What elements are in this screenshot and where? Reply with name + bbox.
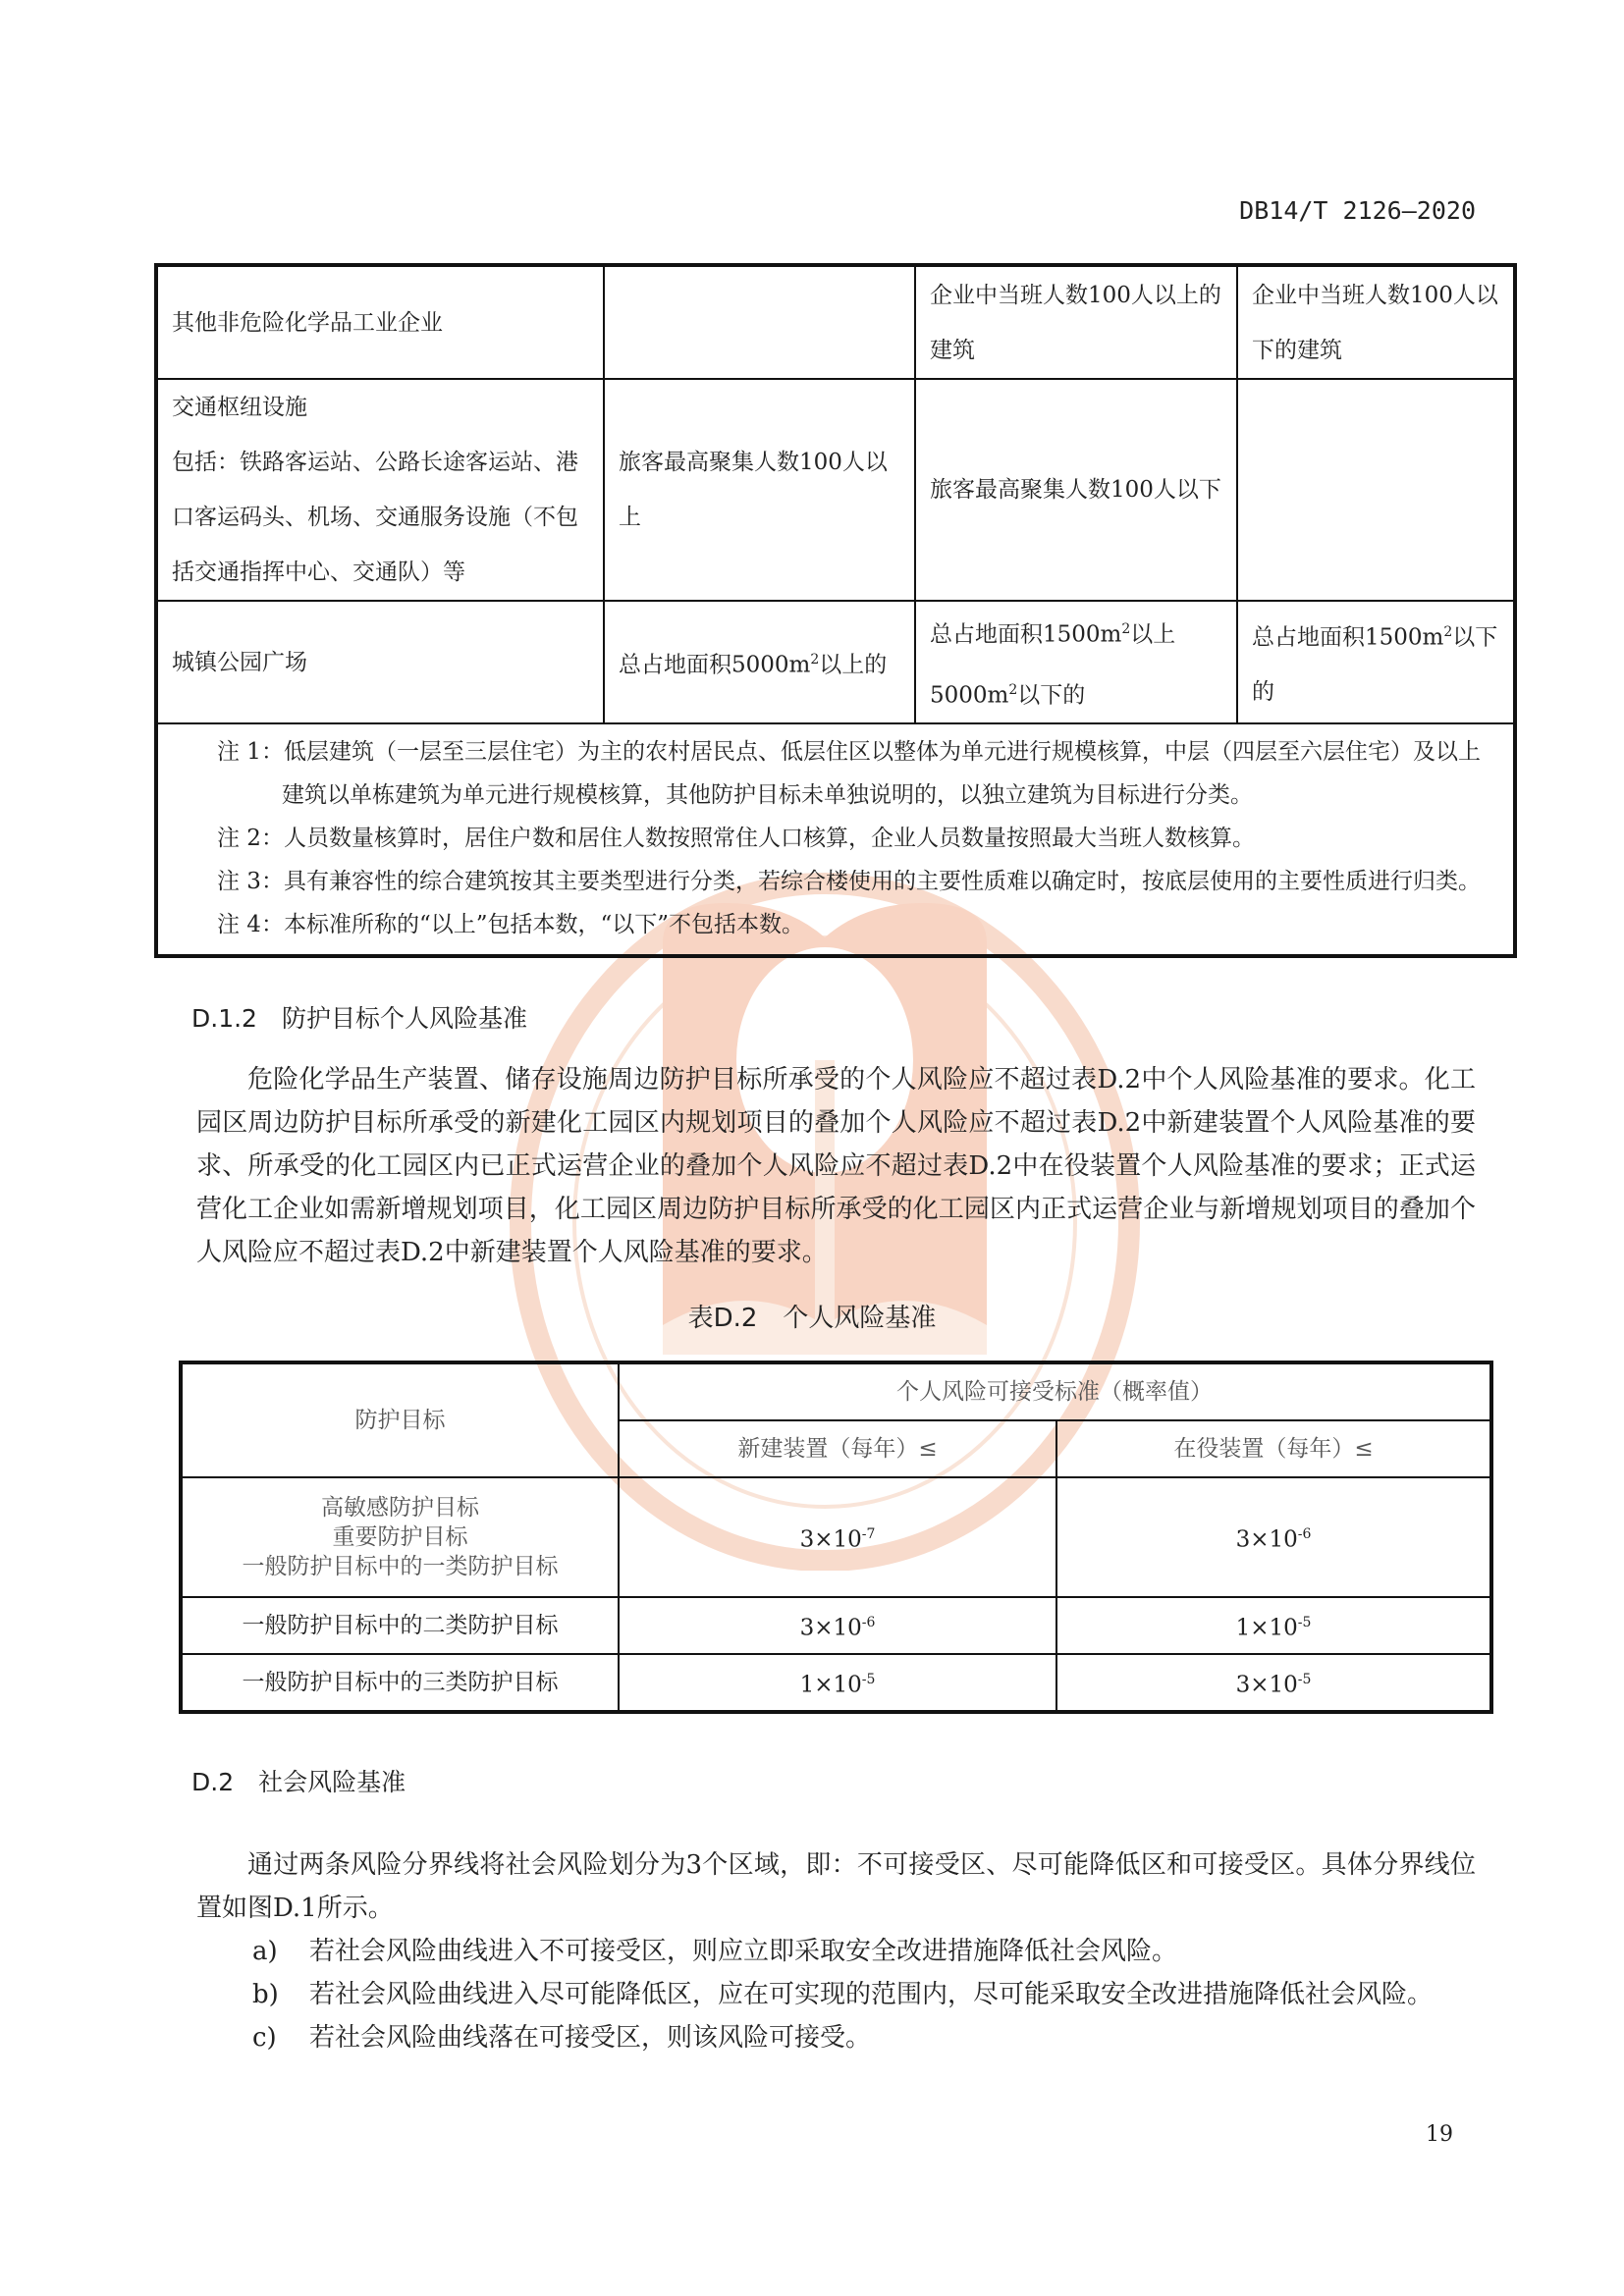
cell: 企业中当班人数100人以上的建筑 [915,265,1237,379]
note-text: 人员数量核算时，居住户数和居住人数按照常住人口核算，企业人员数量按照最大当班人数核算。 [283,826,1255,852]
table-caption: 表D.2 个人风险基准 [687,1304,937,1333]
value-cell [619,1654,1056,1712]
notes-row [156,723,1515,956]
note-label: 注 4： [217,912,284,938]
section-heading-d12: D.1.2 防护目标个人风险基准 [191,1004,527,1033]
list-text: 若社会风险曲线进入不可接受区，则应立即采取安全改进措施降低社会风险。 [309,1937,1178,1966]
target: 重要防护目标 [332,1524,468,1550]
table-row [156,601,1515,723]
text: 以下的 [1252,624,1498,706]
cell-title: 交通枢纽设施 [172,395,307,420]
cell-detail: 包括：铁路客运站、公路长途客运站、港口客运码头、机场、交通服务设施（不包括交通指挥中心、交通队）等 [172,450,578,585]
table-row [181,1477,1491,1597]
text: 以下的 [1017,682,1086,709]
cell [604,601,915,723]
target-cell: 一般防护目标中的三类防护目标 [181,1654,619,1712]
value-cell [619,1477,1056,1597]
value: 3×10 [1235,1672,1298,1698]
table-row [156,379,1515,601]
exponent: -5 [861,1672,876,1688]
target-cell: 一般防护目标中的二类防护目标 [181,1597,619,1654]
list-marker: b) [252,1980,279,2009]
header-cell-existing: 在役装置（每年）≤ [1056,1420,1491,1477]
target: 高敏感防护目标 [321,1495,479,1521]
text: 总占地面积5000m [619,652,811,678]
section-heading-d2: D.2 社会风险基准 [191,1768,406,1796]
exponent: -7 [861,1526,876,1543]
header-cell-new: 新建装置（每年）≤ [619,1420,1056,1477]
cell [604,265,915,379]
section-d12-body [196,1058,1476,1274]
cell: 其他非危险化学品工业企业 [156,265,604,379]
cell [1237,601,1515,723]
list-text: 若社会风险曲线进入尽可能降低区，应在可实现的范围内，尽可能采取安全改进措施降低社会风险。 [309,1980,1434,2009]
paragraph: 危险化学品生产装置、储存设施周边防护目标所承受的个人风险应不超过表D.2中个人风险基准的要求。化工园区周边防护目标所承受的新建化工园区内规划项目的叠加个人风险应不超过表D.2中新建装置个人风险基准的要求、所承受的化工园区内已正式运营企业的叠加个人风险应不超过表D.2中在役装置个人风险基准的要求；正式运营化工企业如需新增规划项目，化工园区周边防护目标所承受的化工园区内正式运营企业与新增规划项目的叠加个人风险应不超过表D.2中新建装置个人风险基准的要求。 [196,1065,1476,1267]
header-cell-target: 防护目标 [181,1362,619,1477]
note-text: 具有兼容性的综合建筑按其主要类型进行分类，若综合楼使用的主要性质难以确定时，按底层使用的主要性质进行归类。 [283,869,1481,895]
header-cell-group: 个人风险可接受标准（概率值） [619,1362,1491,1420]
exponent: -6 [1297,1526,1312,1543]
text: 总占地面积1500m [930,621,1122,648]
list-item [196,2016,1476,2059]
target-cell [181,1477,619,1597]
value: 1×10 [1235,1615,1298,1641]
cell [915,601,1237,723]
value-cell [1056,1597,1491,1654]
paragraph: 通过两条风险分界线将社会风险划分为3个区域，即：不可接受区、尽可能降低区和可接受区。具体分界线位置如图D.1所示。 [196,1850,1476,1923]
cell: 企业中当班人数100人以下的建筑 [1237,265,1515,379]
exponent: -5 [1297,1615,1312,1631]
individual-risk-table [179,1361,1493,1714]
exponent: -6 [861,1615,876,1631]
list-item [196,1973,1476,2016]
note-label: 注 3： [217,869,284,895]
list-text: 若社会风险曲线落在可接受区，则该风险可接受。 [309,2023,872,2053]
superscript: 2 [810,651,820,667]
note [217,817,1499,860]
value: 3×10 [799,1526,862,1553]
value: 3×10 [1235,1526,1298,1553]
value-cell [1056,1654,1491,1712]
value-cell [1056,1477,1491,1597]
text: 以上5000m [930,621,1176,709]
table-row [181,1654,1491,1712]
note [217,903,1499,946]
superscript: 2 [1121,621,1131,637]
list-marker: a) [252,1937,278,1966]
page-number: 19 [1426,2122,1453,2147]
cell: 城镇公园广场 [156,601,604,723]
protection-target-table-continued [154,263,1517,958]
note [217,730,1499,817]
value: 3×10 [799,1615,862,1641]
list-marker: c) [252,2023,277,2053]
risk-zone-list [196,1930,1476,2059]
target: 一般防护目标中的一类防护目标 [242,1554,559,1579]
note-label: 注 2： [217,826,284,852]
superscript: 2 [1443,623,1453,640]
cell: 旅客最高聚集人数100人以下 [915,379,1237,601]
exponent: -5 [1297,1672,1312,1688]
note-text: 本标准所称的“以上”包括本数，“以下”不包括本数。 [283,912,804,938]
table-row [181,1597,1491,1654]
cell [156,379,604,601]
section-d2-body [196,1843,1476,1930]
standard-code: DB14/T 2126—2020 [1239,196,1476,225]
value-cell [619,1597,1056,1654]
text: 总占地面积1500m [1252,624,1444,651]
table-header-row [181,1362,1491,1420]
note-label: 注 1： [217,739,284,766]
cell: 旅客最高聚集人数100人以上 [604,379,915,601]
text: 以上的 [819,652,888,678]
value: 1×10 [799,1672,862,1698]
cell [1237,379,1515,601]
note-text: 低层建筑（一层至三层住宅）为主的农村居民点、低层住区以整体为单元进行规模核算，中层（四层至六层住宅）及以上建筑以单栋建筑为单元进行规模核算，其他防护目标未单独说明的，以独立建筑为目标进行分类。 [282,739,1481,809]
table-row [156,265,1515,379]
superscript: 2 [1008,681,1018,698]
list-item [196,1930,1476,1973]
note [217,860,1499,903]
notes-cell [156,723,1515,956]
